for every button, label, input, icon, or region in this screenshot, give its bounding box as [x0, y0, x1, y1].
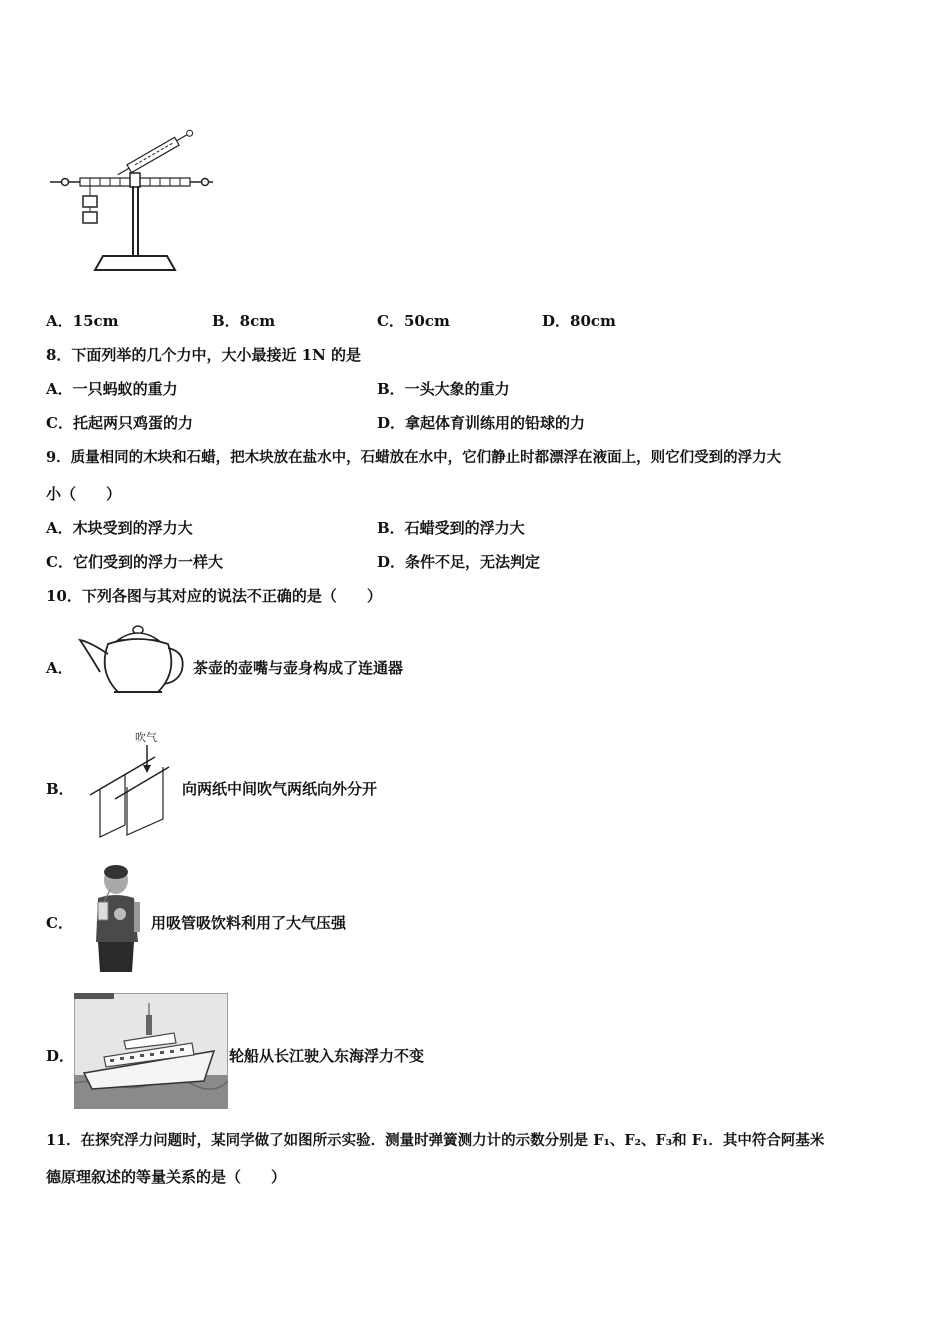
- teapot-figure: [78, 622, 188, 700]
- q7-option-c: C．50cm: [377, 312, 450, 330]
- q9-option-c: C．它们受到的浮力一样大: [46, 553, 223, 571]
- q11-stem-line1: 11．在探究浮力问题时，某同学做了如图所示实验．测量时弹簧测力计的示数分别是 F₁、F₂、F₃和 F₁．其中符合阿基米: [46, 1132, 825, 1149]
- q9-option-d: D．条件不足，无法判定: [377, 553, 541, 571]
- q7-option-d: D．80cm: [542, 312, 616, 330]
- q10-item-d-letter: D．: [46, 1047, 75, 1065]
- q10-item-a-letter: A．: [46, 659, 73, 677]
- q10-item-b-letter: B．: [46, 780, 74, 798]
- q9-stem-line1: 9．质量相同的木块和石蜡，把木块放在盐水中，石蜡放在水中，它们静止时都漂浮在液面上，则它们受到的浮力大: [46, 449, 782, 466]
- ship-figure: [74, 993, 228, 1109]
- q8-option-b: B．一头大象的重力: [377, 380, 510, 398]
- q10-item-c-letter: C．: [46, 914, 73, 932]
- q10-stem: 10．下列各图与其对应的说法不正确的是（ ）: [46, 587, 382, 605]
- q10-item-d-text: 轮船从长江驶入东海浮力不变: [229, 1047, 425, 1065]
- q9-stem-line2: 小（ ）: [46, 485, 122, 503]
- q10-item-c-text: 用吸管吸饮料利用了大气压强: [151, 914, 347, 932]
- q9-option-b: B．石蜡受到的浮力大: [377, 519, 525, 537]
- q8-stem: 8．下面列举的几个力中，大小最接近 1N 的是: [46, 346, 362, 364]
- q8-option-c: C．托起两只鸡蛋的力: [46, 414, 193, 432]
- blow-label: 吹气: [135, 731, 157, 744]
- q7-option-b: B．8cm: [212, 312, 276, 330]
- q10-item-b-text: 向两纸中间吹气两纸向外分开: [182, 780, 378, 798]
- q8-option-a: A．一只蚂蚁的重力: [46, 380, 178, 398]
- q10-item-a-text: 茶壶的壶嘴与壶身构成了连通器: [193, 659, 404, 677]
- boy-drinking-figure: [88, 862, 146, 974]
- q7-option-a: A．15cm: [46, 312, 119, 330]
- blow-papers-figure: [85, 727, 175, 845]
- q9-option-a: A．木块受到的浮力大: [46, 519, 193, 537]
- q8-option-d: D．拿起体育训练用的铅球的力: [377, 414, 586, 432]
- q11-stem-line2: 德原理叙述的等量关系的是（ ）: [46, 1168, 287, 1186]
- lever-stand-figure: [45, 128, 225, 276]
